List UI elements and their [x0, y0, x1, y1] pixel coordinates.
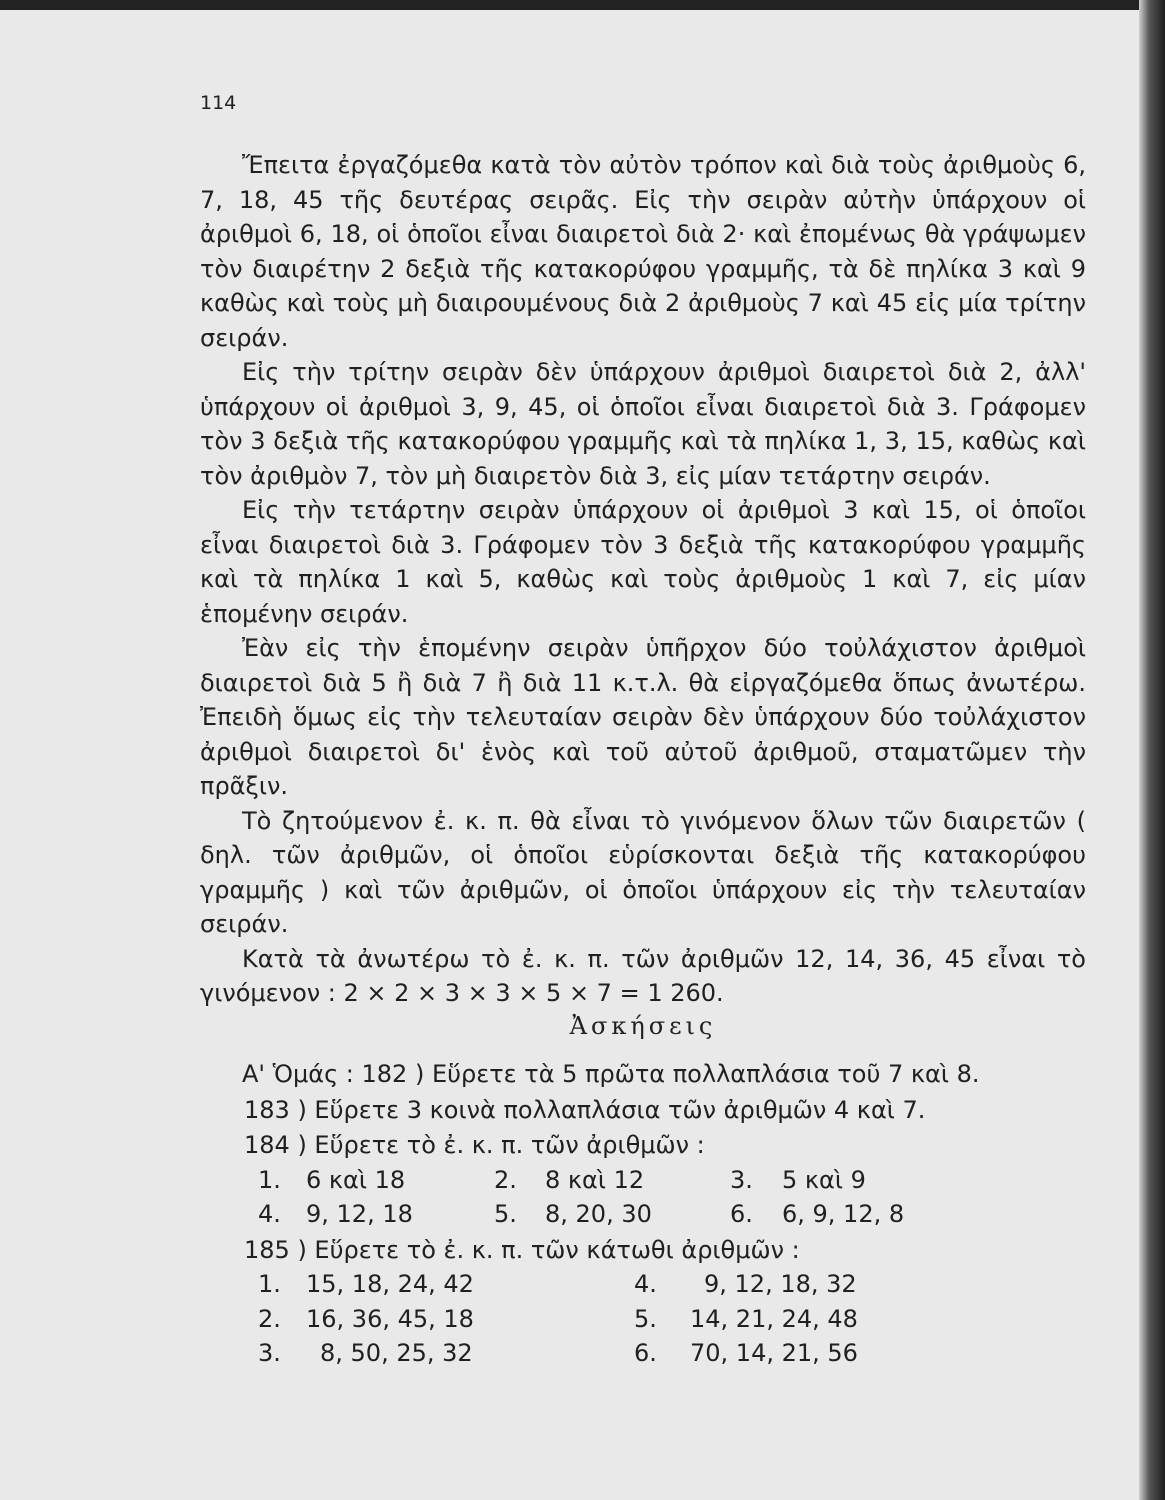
paragraph: Ἔπειτα ἐργαζόμεθα κατὰ τὸν αὐτὸν τρόπον καὶ διὰ τοὺς ἀριθμοὺς 6, 7, 18, 45 τῆς δευτέρας σειρᾶς. Εἰς τὴν σειρὰν αὐτὴν ὑπάρχουν οἱ ἀριθμοὶ 6, 18, οἱ ὁποῖοι εἶναι διαιρετοὶ διὰ 2· καὶ ἐπομένως θὰ γράψωμεν τὸν διαιρέτην 2 δεξιὰ τῆς κατακορύφου γραμμῆς, τὰ δὲ πηλίκα 3 καὶ 9 καθὼς καὶ τοὺς μὴ διαιρουμένους διὰ 2 ἀριθμοὺς 7 καὶ 45 εἰς μία τρίτην σειράν. — [200, 151, 1086, 352]
ex184-item-value: 6 καὶ 18 — [306, 1166, 406, 1194]
paragraph: Εἰς τὴν τρίτην σειρὰν δὲν ὑπάρχουν ἀριθμοὶ διαιρετοὶ διὰ 2, ἀλλ' ὑπάρχουν οἱ ἀριθμοὶ 3, 9, 45, οἱ ὁποῖοι εἶναι διαιρετοὶ διὰ 3. Γράφομεν τὸν 3 δεξιὰ τῆς κατακορύφου γραμμῆς καὶ τὰ πηλίκα 1, 3, 15, καθὼς καὶ τὸν ἀριθμὸν 7, τὸν μὴ διαιρετὸν διὰ 3, εἰς μίαν τετάρτην σειράν. — [200, 358, 1086, 490]
ex184-item-number: 2. — [494, 1166, 517, 1194]
ex184-item-value: 6, 9, 12, 8 — [782, 1200, 905, 1228]
ex184-item-value: 8 καὶ 12 — [545, 1166, 645, 1194]
ex185-item-number: 3. — [258, 1339, 281, 1367]
ex185-item-number: 2. — [258, 1305, 281, 1333]
ex185-item-number: 4. — [634, 1270, 657, 1298]
exercise-182: Α' Ὁμάς : 182 ) Εὕρετε τὰ 5 πρῶτα πολλαπλάσια τοῦ 7 καὶ 8. — [242, 1060, 980, 1088]
exercise-185-intro: 185 ) Εὕρετε τὸ ἐ. κ. π. τῶν κάτωθι ἀριθμῶν : — [244, 1236, 800, 1264]
ex185-item-number: 1. — [258, 1270, 281, 1298]
paragraph: Ἐὰν εἰς τὴν ἑπομένην σειρὰν ὑπῆρχον δύο τοὐλάχιστον ἀριθμοὶ διαιρετοὶ διὰ 5 ἢ διὰ 7 ἢ διὰ 11 κ.τ.λ. θὰ εἰργαζόμεθα ὅπως ἀνωτέρω. Ἐπειδὴ ὅμως εἰς τὴν τελευταίαν σειρὰν δὲν ὑπάρχουν δύο τοὐλάχιστον ἀριθμοὶ διαιρετοὶ δι' ἑνὸς καὶ τοῦ αὐτοῦ ἀριθμοῦ, σταματῶμεν τὴν πρᾶξιν. — [200, 634, 1086, 800]
ex184-item-number: 6. — [730, 1200, 753, 1228]
ex184-item-value: 5 καὶ 9 — [782, 1166, 866, 1194]
paragraph: Κατὰ τὰ ἀνωτέρω τὸ ἐ. κ. π. τῶν ἀριθμῶν 12, 14, 36, 45 εἶναι τὸ γινόμενον : 2 × 2 × 3 × 3 × 5 × 7 = 1 260. — [200, 944, 1086, 1007]
ex184-item-number: 5. — [494, 1200, 517, 1228]
ex184-item-value: 8, 20, 30 — [545, 1200, 652, 1228]
ex185-item-value: 8, 50, 25, 32 — [320, 1339, 473, 1367]
exercises-title: Ἀσκήσεις — [569, 1012, 717, 1040]
paragraph: Τὸ ζητούμενον ἐ. κ. π. θὰ εἶναι τὸ γινόμενον ὅλων τῶν διαιρετῶν ( δηλ. τῶν ἀριθμῶν, οἱ ὁποῖοι εὑρίσκονται δεξιὰ τῆς κατακορύφου γραμμῆς ) καὶ τῶν ἀριθμῶν, οἱ ὁποῖοι ὑπάρχουν εἰς τὴν τελευταίαν σειράν. — [200, 806, 1086, 938]
exercise-183: 183 ) Εὕρετε 3 κοινὰ πολλαπλάσια τῶν ἀριθμῶν 4 καὶ 7. — [244, 1096, 926, 1124]
ex185-item-value: 9, 12, 18, 32 — [704, 1270, 857, 1298]
ex185-item-value: 16, 36, 45, 18 — [306, 1305, 474, 1333]
ex184-item-number: 1. — [258, 1166, 281, 1194]
ex185-item-number: 6. — [634, 1339, 657, 1367]
ex185-item-value: 15, 18, 24, 42 — [306, 1270, 474, 1298]
ex184-item-number: 4. — [258, 1200, 281, 1228]
page-number: 114 — [200, 92, 237, 114]
paragraph: Εἰς τὴν τετάρτην σειρὰν ὑπάρχουν οἱ ἀριθμοὶ 3 καὶ 15, οἱ ὁποῖοι εἶναι διαιρετοὶ διὰ 3. Γράφομεν τὸν 3 δεξιὰ τῆς κατακορύφου γραμμῆς καὶ τὰ πηλίκα 1 καὶ 5, καθὼς καὶ τοὺς ἀριθμοὺς 1 καὶ 7, εἰς μίαν ἑπομένην σειράν. — [200, 496, 1086, 628]
ex184-item-value: 9, 12, 18 — [306, 1200, 413, 1228]
ex184-item-number: 3. — [730, 1166, 753, 1194]
body-text — [200, 148, 1086, 1011]
scan-binding-shadow — [1139, 0, 1165, 1500]
scan-top-border — [0, 0, 1165, 10]
ex185-item-value: 70, 14, 21, 56 — [690, 1339, 858, 1367]
exercise-184-intro: 184 ) Εὕρετε τὸ ἐ. κ. π. τῶν ἀριθμῶν : — [244, 1131, 705, 1159]
ex185-item-number: 5. — [634, 1305, 657, 1333]
ex185-item-value: 14, 21, 24, 48 — [690, 1305, 858, 1333]
